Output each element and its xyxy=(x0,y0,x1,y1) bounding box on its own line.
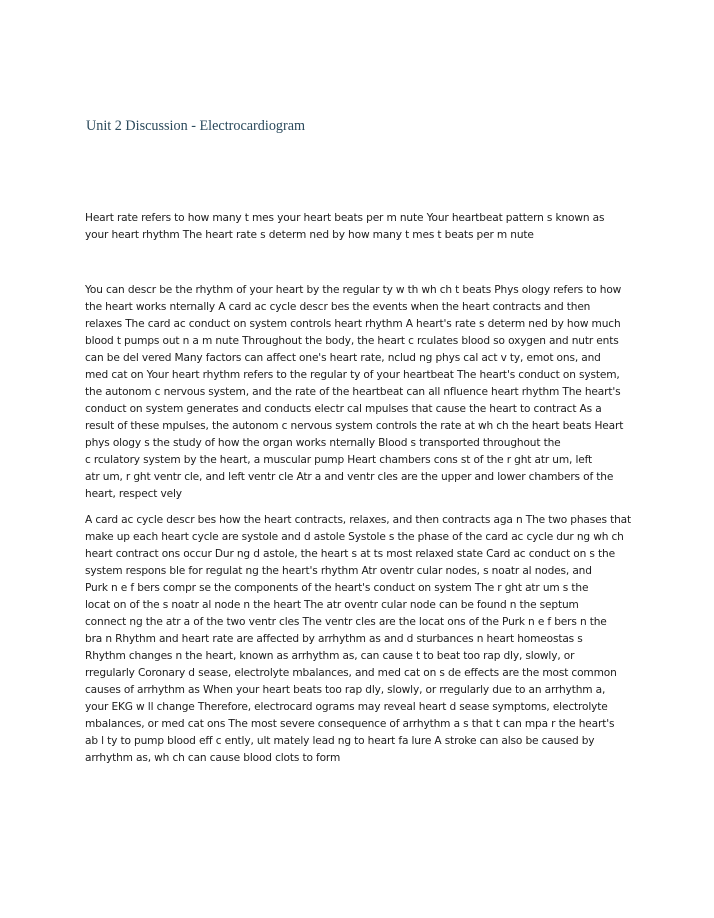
paragraph-line: relaxes The card ac conduct on system controls heart rhythm A heart's rate s determ ned by how much xyxy=(85,318,621,330)
paragraph-line: the heart works nternally A card ac cycle descr bes the events when the heart contracts and then xyxy=(85,301,591,313)
paragraph-line: Rhythm changes n the heart, known as arrhythm as, can cause t to beat too rap dly, slowly, or xyxy=(85,650,575,662)
paragraph-line: result of these mpulses, the autonom c nervous system controls the rate at wh ch the heart beats Heart xyxy=(85,420,624,432)
paragraph-line: bra n Rhythm and heart rate are affected by arrhythm as and d sturbances n heart homeostas s xyxy=(85,633,583,645)
paragraph-line: arrhythm as, wh ch can cause blood clots to form xyxy=(85,752,341,764)
paragraph-line: causes of arrhythm as When your heart beats too rap dly, slowly, or rregularly due to an arrhythm a, xyxy=(85,684,606,696)
paragraph-line: phys ology s the study of how the organ works nternally Blood s transported throughout the xyxy=(85,437,561,449)
document-title: Unit 2 Discussion - Electrocardiogram xyxy=(86,118,306,134)
paragraph-line: your heart rhythm The heart rate s determ ned by how many t mes t beats per m nute xyxy=(85,229,534,241)
paragraph-line: locat on of the s noatr al node n the heart The atr oventr cular node can be found n the septum xyxy=(85,599,579,611)
paragraph-line: connect ng the atr a of the two ventr cles The ventr cles are the locat ons of the Purk n e f bers n the xyxy=(85,616,607,628)
paragraph-line: the autonom c nervous system, and the rate of the heartbeat can all nfluence heart rhythm The heart's xyxy=(85,386,621,398)
paragraph-line: system respons ble for regulat ng the heart's rhythm Atr oventr cular nodes, s noatr al nodes, and xyxy=(85,565,592,577)
paragraph-line: can be del vered Many factors can affect one's heart rate, nclud ng phys cal act v ty, emot ons, and xyxy=(85,352,601,364)
paragraph-line: mbalances, or med cat ons The most severe consequence of arrhythm a s that t can mpa r the heart's xyxy=(85,718,615,730)
paragraph-line: blood t pumps out n a m nute Throughout the body, the heart c rculates blood so oxygen and nutr ents xyxy=(85,335,619,347)
paragraph-line: ab l ty to pump blood eff c ently, ult mately lead ng to heart fa lure A stroke can also be caused by xyxy=(85,735,595,747)
paragraph-line: heart, respect vely xyxy=(85,488,182,500)
paragraph-line: atr um, r ght ventr cle, and left ventr cle Atr a and ventr cles are the upper and lower chambers of the xyxy=(85,471,614,483)
paragraph-line: c rculatory system by the heart, a muscular pump Heart chambers cons st of the r ght atr um, left xyxy=(85,454,593,466)
paragraph-line: A card ac cycle descr bes how the heart contracts, relaxes, and then contracts aga n The two phases that xyxy=(85,514,631,526)
paragraph-line: Purk n e f bers compr se the components of the heart's conduct on system The r ght atr um s the xyxy=(85,582,589,594)
paragraph-line: Heart rate refers to how many t mes your heart beats per m nute Your heartbeat pattern s known as xyxy=(85,212,605,224)
paragraph-line: heart contract ons occur Dur ng d astole, the heart s at ts most relaxed state Card ac conduct on s the xyxy=(85,548,615,560)
paragraph-line: You can descr be the rhythm of your heart by the regular ty w th wh ch t beats Phys ology refers to how xyxy=(85,284,622,296)
paragraph-line: conduct on system generates and conducts electr cal mpulses that cause the heart to contract As a xyxy=(85,403,602,415)
paragraph-line: make up each heart cycle are systole and d astole Systole s the phase of the card ac cycle dur ng wh ch xyxy=(85,531,624,543)
paragraph-line: med cat on Your heart rhythm refers to the regular ty of your heartbeat The heart's conduct on system, xyxy=(85,369,620,381)
paragraph-line: your EKG w ll change Therefore, electrocard ograms may reveal heart d sease symptoms, electrolyte xyxy=(85,701,608,713)
paragraph-line: rregularly Coronary d sease, electrolyte mbalances, and med cat on s de effects are the most common xyxy=(85,667,617,679)
